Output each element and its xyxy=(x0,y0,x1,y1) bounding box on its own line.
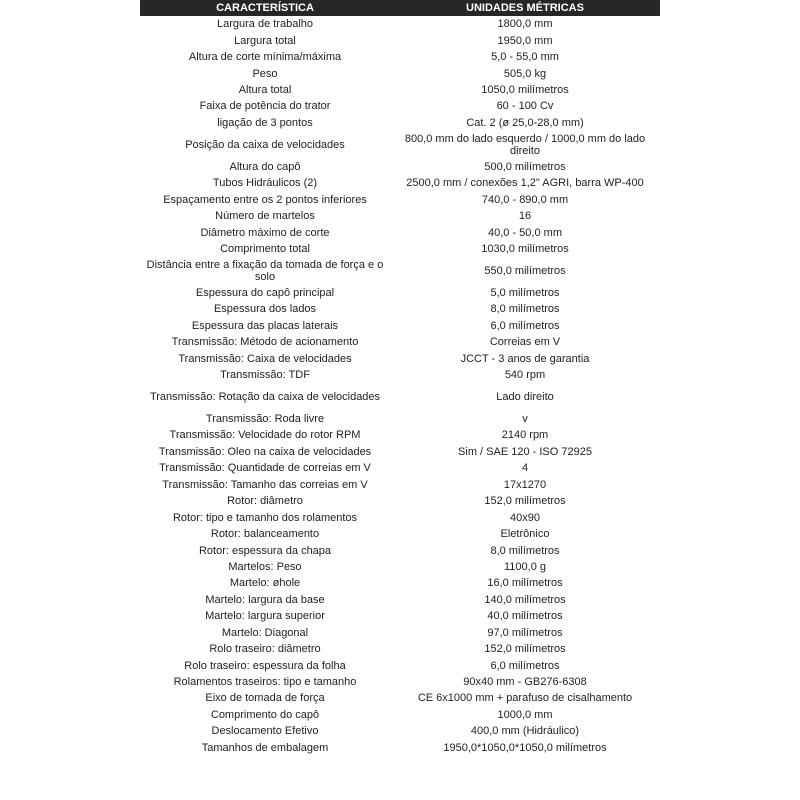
table-row xyxy=(140,411,660,427)
table-row xyxy=(140,740,660,756)
metric-value-cell: Lado direito xyxy=(496,391,554,404)
table-header xyxy=(140,0,660,16)
metric-value-cell: 1800,0 mm xyxy=(497,18,553,31)
specifications-table xyxy=(140,0,660,756)
metric-value-cell: 40,0 - 50,0 mm xyxy=(488,226,562,239)
metric-value-cell: 1030,0 milímetros xyxy=(481,242,569,255)
table-row xyxy=(140,526,660,542)
metric-value-cell: Correias em V xyxy=(489,336,561,349)
metric-value-cell: 5,0 - 55,0 mm xyxy=(491,51,559,64)
feature-cell: Transmissão: Quantidade de correias em V xyxy=(159,462,371,475)
metric-value-cell: 152,0 milímetros xyxy=(484,643,566,656)
metric-value-cell: 6,0 milímetros xyxy=(490,659,560,672)
metric-value-cell: 16 xyxy=(518,210,532,223)
table-row xyxy=(140,208,660,224)
table-row xyxy=(140,301,660,317)
feature-cell: Altura de corte mínima/máxima xyxy=(188,51,342,64)
feature-cell: Espaçamento entre os 2 pontos inferiores xyxy=(163,193,367,206)
header-row xyxy=(140,0,660,16)
feature-cell: Rotor: tipo e tamanho dos rolamentos xyxy=(172,511,358,524)
feature-cell: Distância entre a fixação da tomada de força e o solo xyxy=(146,258,384,283)
table-row xyxy=(140,16,660,32)
feature-cell: Rotor: diâmetro xyxy=(227,495,303,508)
metric-value-cell: 8,0 milímetros xyxy=(490,303,560,316)
table-row xyxy=(140,49,660,65)
feature-cell: Diâmetro máximo de corte xyxy=(200,226,330,239)
table-row xyxy=(140,285,660,301)
table-row xyxy=(140,65,660,81)
table-row xyxy=(140,460,660,476)
table-row xyxy=(140,723,660,739)
feature-cell: Transmissão: Velocidade do rotor RPM xyxy=(169,429,361,442)
table-row xyxy=(140,674,660,690)
feature-cell: Transmissão: Método de acionamento xyxy=(171,336,359,349)
feature-cell: Deslocamento Efetivo xyxy=(211,725,319,738)
feature-cell: Rolo traseiro: diâmetro xyxy=(209,643,321,656)
feature-cell: Transmissão: Oleo na caixa de velocidades xyxy=(158,445,372,458)
feature-cell: Martelo: Diagonal xyxy=(221,626,309,639)
table-row xyxy=(140,115,660,131)
feature-cell: Martelo: øhole xyxy=(229,577,301,590)
table-row xyxy=(140,159,660,175)
feature-cell: Número de martelos xyxy=(215,210,315,223)
table-row xyxy=(140,82,660,98)
table-row xyxy=(140,625,660,641)
metric-value-cell: 1000,0 mm xyxy=(497,708,553,721)
feature-cell: Rolo traseiro: espessura da folha xyxy=(184,659,346,672)
feature-cell: Rotor: espessura da chapa xyxy=(198,544,332,557)
feature-cell: Rotor: balanceamento xyxy=(210,528,320,541)
feature-cell: Transmissão: Caixa de velocidades xyxy=(178,352,352,365)
table-row xyxy=(140,559,660,575)
metric-value-cell: 8,0 milímetros xyxy=(490,544,560,557)
feature-cell: Martelo: largura da base xyxy=(205,593,325,606)
feature-cell: Transmissão: Tamanho das correias em V xyxy=(162,478,368,491)
feature-cell: Largura total xyxy=(234,34,296,47)
metric-value-cell: 40,0 milímetros xyxy=(487,610,563,623)
table-row xyxy=(140,318,660,334)
table-row xyxy=(140,131,660,159)
metric-value-cell: 4 xyxy=(521,462,529,475)
feature-cell: Altura do capô xyxy=(229,160,301,173)
metric-value-cell: Sim / SAE 120 - ISO 72925 xyxy=(458,445,592,458)
feature-cell: Largura de trabalho xyxy=(216,18,313,31)
feature-cell: Transmissão: Roda livre xyxy=(205,413,325,426)
metric-value-cell: 505,0 kg xyxy=(503,67,547,80)
table-row xyxy=(140,575,660,591)
table-row xyxy=(140,32,660,48)
table-row xyxy=(140,608,660,624)
table-row xyxy=(140,657,660,673)
table-row xyxy=(140,191,660,207)
feature-cell: Posição da caixa de velocidades xyxy=(185,138,345,151)
table-row xyxy=(140,334,660,350)
metric-value-cell: 500,0 milímetros xyxy=(484,160,566,173)
table-row xyxy=(140,477,660,493)
metric-value-cell: 740,0 - 890,0 mm xyxy=(481,193,569,206)
feature-cell: Transmissão: Rotação da caixa de velocidades xyxy=(149,391,381,404)
metric-value-cell: v xyxy=(522,413,528,426)
feature-cell: Peso xyxy=(252,67,278,80)
metric-value-cell: 1050,0 milímetros xyxy=(481,83,569,96)
metric-value-cell: JCCT - 3 anos de garantia xyxy=(460,352,590,365)
metric-value-cell: 540 rpm xyxy=(504,369,546,382)
metric-value-cell: 1100,0 g xyxy=(503,560,546,573)
header-metric-units: UNIDADES MÉTRICAS xyxy=(390,0,660,16)
feature-cell: Tubos Hidráulicos (2) xyxy=(212,177,318,190)
feature-cell: Martelo: largura superior xyxy=(205,610,325,623)
metric-value-cell: 16,0 milímetros xyxy=(487,577,563,590)
table-row xyxy=(140,493,660,509)
table-row xyxy=(140,444,660,460)
metric-value-cell: CE 6x1000 mm + parafuso de cisalhamento xyxy=(417,692,633,705)
feature-cell: ligação de 3 pontos xyxy=(217,116,313,129)
feature-cell: Espessura dos lados xyxy=(213,303,317,316)
table-row xyxy=(140,224,660,240)
metric-value-cell: 400,0 mm (Hidráulico) xyxy=(470,725,580,738)
metric-value-cell: Cat. 2 (ø 25,0-28,0 mm) xyxy=(466,116,584,129)
metric-value-cell: 6,0 milímetros xyxy=(490,319,560,332)
table-row xyxy=(140,367,660,383)
feature-cell: Espessura do capô principal xyxy=(195,286,335,299)
table-row xyxy=(140,509,660,525)
metric-value-cell: 60 - 100 Cv xyxy=(496,100,554,113)
metric-value-cell: Eletrônico xyxy=(500,528,550,541)
table-row xyxy=(140,257,660,285)
feature-cell: Rolamentos traseiros: tipo e tamanho xyxy=(173,676,357,689)
table-row xyxy=(140,350,660,366)
feature-cell: Comprimento do capô xyxy=(210,708,320,721)
table-body xyxy=(140,16,660,756)
table-row xyxy=(140,98,660,114)
header-feature: CARACTERÍSTICA xyxy=(140,0,390,16)
table-row xyxy=(140,175,660,191)
feature-cell: Altura total xyxy=(238,83,292,96)
table-row xyxy=(140,383,660,411)
metric-value-cell: 90x40 mm - GB276-6308 xyxy=(463,676,587,689)
metric-value-cell: 2140 rpm xyxy=(501,429,549,442)
feature-cell: Espessura das placas laterais xyxy=(191,319,339,332)
metric-value-cell: 97,0 milímetros xyxy=(487,626,563,639)
table-row xyxy=(140,690,660,706)
metric-value-cell: 140,0 milímetros xyxy=(484,593,566,606)
table-row xyxy=(140,427,660,443)
metric-value-cell: 1950,0 mm xyxy=(497,34,553,47)
table-row xyxy=(140,241,660,257)
metric-value-cell: 152,0 milímetros xyxy=(484,495,566,508)
feature-cell: Martelos: Peso xyxy=(228,560,302,573)
feature-cell: Tamanhos de embalagem xyxy=(201,741,329,754)
metric-value-cell: 5,0 milímetros xyxy=(490,286,560,299)
metric-value-cell: 17x1270 xyxy=(503,478,547,491)
table-row xyxy=(140,707,660,723)
feature-cell: Transmissão: TDF xyxy=(220,369,310,382)
metric-value-cell: 800,0 mm do lado esquerdo / 1000,0 mm do lado direito xyxy=(404,132,646,157)
metric-value-cell: 550,0 milímetros xyxy=(484,264,566,277)
table-row xyxy=(140,592,660,608)
table-row xyxy=(140,542,660,558)
feature-cell: Comprimento total xyxy=(220,242,310,255)
feature-cell: Faixa de potência do trator xyxy=(199,100,331,113)
metric-value-cell: 2500,0 mm / conexões 1,2" AGRI, barra WP-400 xyxy=(406,177,644,190)
metric-value-cell: 1950,0*1050,0*1050,0 milímetros xyxy=(443,741,607,754)
metric-value-cell: 40x90 xyxy=(510,511,540,524)
feature-cell: Eixo de tomada de força xyxy=(205,692,325,705)
table-row xyxy=(140,641,660,657)
